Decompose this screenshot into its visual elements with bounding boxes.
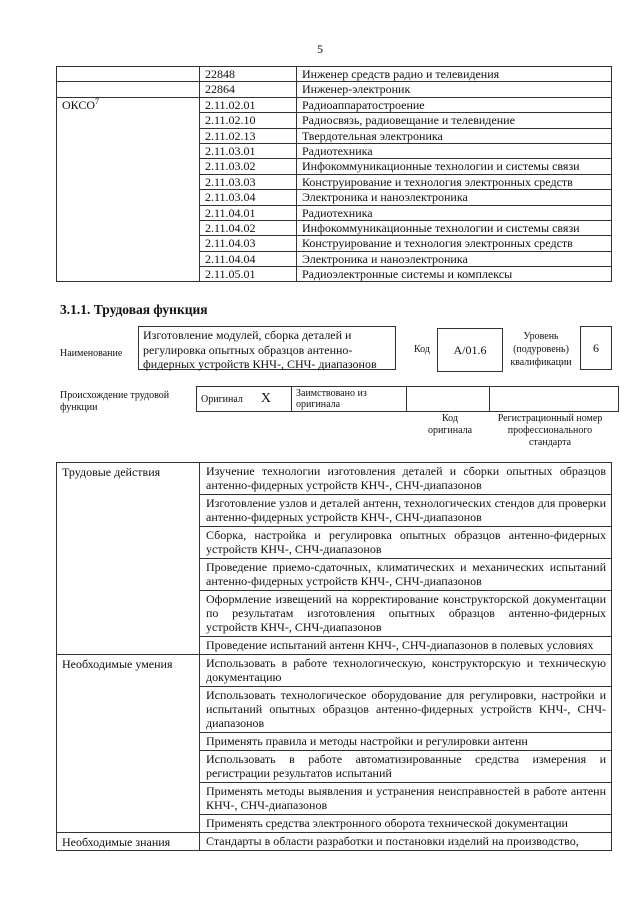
name-label: Наименование: [60, 348, 123, 359]
level-box: 6: [580, 326, 612, 370]
table-row: [57, 82, 612, 97]
occupation-code: 22864: [200, 82, 297, 97]
origin-table: [196, 386, 619, 412]
labor-action: Сборка, настройка и регулировка опытных образцов антенно-фидерных устройств КНЧ-, СНЧ-диапазонов: [200, 527, 612, 559]
table-row: [57, 67, 612, 82]
table-row: [57, 463, 612, 495]
table-row: [197, 387, 619, 412]
okso-name: Радиотехника: [297, 205, 612, 220]
okso-label-cell: [57, 97, 200, 282]
occupation-code: 22848: [200, 67, 297, 82]
okso-code: 2.11.04.01: [200, 205, 297, 220]
labor-action: Изучение технологии изготовления деталей и сборки опытных образцов антенно-фидерных устройств КНЧ-, СНЧ-диапазонов: [200, 463, 612, 495]
okso-code: 2.11.02.01: [200, 97, 297, 112]
skills-label: Необходимые умения: [57, 655, 200, 833]
okso-code: 2.11.02.13: [200, 128, 297, 143]
okso-name: Электроника и наноэлектроника: [297, 251, 612, 266]
skill: Использовать в работе автоматизированные средства измерения и регистрации результатов испытаний: [200, 751, 612, 783]
okso-code: 2.11.03.04: [200, 190, 297, 205]
original-code-caption: Код оригинала: [427, 413, 473, 436]
okso-name: Радиотехника: [297, 143, 612, 158]
origin-label: Происхождение трудовой функции: [60, 390, 170, 413]
code-label: Код: [414, 344, 430, 355]
knowledge-label: Необходимые знания: [57, 833, 200, 851]
table-row: [57, 655, 612, 687]
table-row: [57, 97, 612, 112]
okso-name: Электроника и наноэлектроника: [297, 190, 612, 205]
reg-number-caption: Регистрационный номер профессионального стандарта: [497, 413, 603, 448]
okso-code: 2.11.04.04: [200, 251, 297, 266]
borrowed-label: Заимствовано из оригинала: [292, 387, 407, 412]
function-code-box: A/01.6: [437, 328, 503, 372]
okso-code: 2.11.03.01: [200, 143, 297, 158]
labor-action: Проведение приемо-сдаточных, климатических и механических испытаний антенно-фидерных устройств КНЧ-, СНЧ-диапазонов: [200, 559, 612, 591]
okso-code: 2.11.03.02: [200, 159, 297, 174]
function-name-box: Изготовление модулей, сборка деталей и регулировка опытных образцов антенно-фидерных устройств КНЧ-, СНЧ- диапазонов: [138, 326, 396, 370]
okso-label: ОКСО: [62, 97, 96, 112]
labor-actions-label: Трудовые действия: [57, 463, 200, 655]
section-heading: 3.1.1. Трудовая функция: [60, 302, 208, 317]
knowledge-item: Стандарты в области разработки и постановки изделий на производство,: [200, 833, 612, 851]
skill: Использовать технологическое оборудование для регулировки, настройки и испытаний опытных образцов антенно-фидерных устройств КНЧ-, СНЧ-диапазонов: [200, 687, 612, 733]
requirements-table: [56, 462, 612, 851]
skill: Применять средства электронного оборота технической документации: [200, 815, 612, 833]
okso-code: 2.11.04.02: [200, 220, 297, 235]
skill: Использовать в работе технологическую, конструкторскую и техническую документацию: [200, 655, 612, 687]
okso-name: Твердотельная электроника: [297, 128, 612, 143]
okso-code: 2.11.04.03: [200, 236, 297, 251]
table-row: [57, 833, 612, 851]
labor-action: Проведение испытаний антенн КНЧ-, СНЧ-диапазонов в полевых условиях: [200, 637, 612, 655]
okso-name: Инфокоммуникационные технологии и системы связи: [297, 159, 612, 174]
okso-name: Радиоэлектронные системы и комплексы: [297, 267, 612, 282]
okso-name: Конструирование и технология электронных средств: [297, 174, 612, 189]
okso-name: Инфокоммуникационные технологии и системы связи: [297, 220, 612, 235]
okso-code: 2.11.03.03: [200, 174, 297, 189]
okso-name: Радиосвязь, радиовещание и телевидение: [297, 113, 612, 128]
okso-name: Радиоаппаратостроение: [297, 97, 612, 112]
skill: Применять правила и методы настройки и регулировки антенн: [200, 733, 612, 751]
okso-code: 2.11.05.01: [200, 267, 297, 282]
labor-action: Оформление извещений на корректирование конструкторской документации по результатам изготовления опытных образцов антенно-фидерных устройств КНЧ-, СНЧ-диапазонов: [200, 591, 612, 637]
okso-table: [56, 66, 612, 282]
original-label: Оригинал: [201, 394, 243, 405]
original-cell: [197, 387, 292, 412]
footnote-ref: 7: [95, 96, 100, 106]
skill: Применять методы выявления и устранения неисправностей в работе антенн КНЧ-, СНЧ-диапазонов: [200, 783, 612, 815]
labor-action: Изготовление узлов и деталей антенн, технологических стендов для проверки антенно-фидерных устройств КНЧ-, СНЧ-диапазонов: [200, 495, 612, 527]
reg-number-cell: [490, 387, 619, 412]
page-number: 5: [317, 42, 323, 56]
occupation-name: Инженер средств радио и телевидения: [297, 67, 612, 82]
occupation-name: Инженер-электроник: [297, 82, 612, 97]
okso-code: 2.11.02.10: [200, 113, 297, 128]
original-code-cell: [407, 387, 490, 412]
original-mark: X: [260, 391, 272, 406]
level-label: Уровень (подуровень) квалификации: [510, 331, 572, 368]
okso-name: Конструирование и технология электронных средств: [297, 236, 612, 251]
